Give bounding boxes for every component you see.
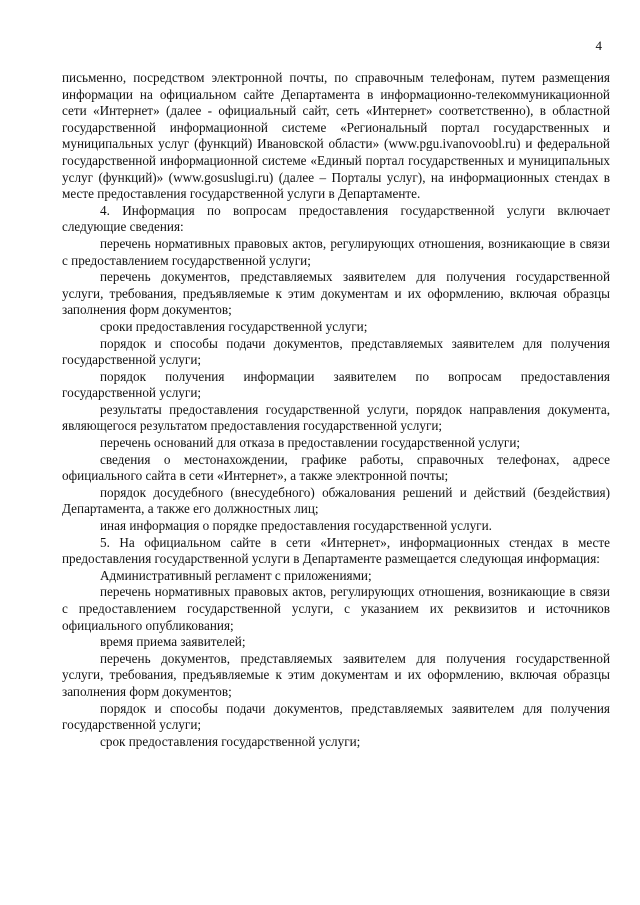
paragraph: порядок и способы подачи документов, представляемых заявителем для получения государственной услуги;: [62, 700, 610, 733]
page-number: 4: [595, 38, 602, 53]
document-body: [62, 70, 610, 750]
paragraph: Административный регламент с приложениями;: [100, 567, 372, 583]
paragraph: результаты предоставления государственной услуги, порядок направления документа, являющегося результатом предоставления государственной услуги;: [62, 401, 610, 434]
paragraph: порядок досудебного (внесудебного) обжалования решений и действий (бездействия) Департамента, а также его должностных лиц;: [62, 484, 610, 517]
paragraph: порядок и способы подачи документов, представляемых заявителем для получения государственной услуги;: [62, 335, 610, 368]
paragraph: сроки предоставления государственной услуги;: [100, 318, 368, 334]
paragraph: порядок получения информации заявителем по вопросам предоставления государственной услуги;: [62, 368, 610, 401]
paragraph: время приема заявителей;: [100, 634, 246, 650]
paragraph: срок предоставления государственной услуги;: [100, 733, 361, 749]
paragraph: сведения о местонахождении, графике работы, справочных телефонах, адресе официального сайта в сети «Интернет», а также электронной почты;: [62, 451, 610, 484]
paragraph: перечень документов, представляемых заявителем для получения государственной услуги, требования, предъявляемые к этим документам и их оформлению, включая образцы заполнения форм документов;: [62, 650, 610, 699]
paragraph: перечень документов, представляемых заявителем для получения государственной услуги, требования, предъявляемые к этим документам и их оформлению, включая образцы заполнения форм документов;: [62, 269, 610, 318]
paragraph: иная информация о порядке предоставления государственной услуги.: [100, 518, 492, 534]
paragraph: перечень оснований для отказа в предоставлении государственной услуги;: [100, 435, 521, 451]
paragraph: перечень нормативных правовых актов, регулирующих отношения, возникающие в связи с предоставлением государственной услуги, с указанием их реквизитов и источников официального опубликования;: [62, 584, 610, 633]
paragraph: 5. На официальном сайте в сети «Интернет», информационных стендах в месте предоставления государственной услуги в Департаменте размещается следующая информация:: [62, 534, 610, 567]
paragraph: перечень нормативных правовых актов, регулирующих отношения, возникающие в связи с предоставлением государственной услуги;: [62, 235, 610, 268]
paragraph: 4. Информация по вопросам предоставления государственной услуги включает следующие сведения:: [62, 202, 610, 235]
paragraph: письменно, посредством электронной почты, по справочным телефонам, путем размещения информации на официальном сайте Департамента в информационно-телекоммуникационной сети «Интернет» (далее - официальный сайт, сеть «Интернет» соответственно), в областной государственной информационной системе «Региональный портал государственных и муниципальных услуг (функций) Ивановской области» (www.pgu.ivanovoobl.ru) и федеральной государственной информационной системе «Единый портал государственных и муниципальных услуг (функций)» (www.gosuslugi.ru) (далее – Порталы услуг), на информационных стендах в месте предоставления государственной услуги в Департаменте.: [62, 70, 610, 202]
